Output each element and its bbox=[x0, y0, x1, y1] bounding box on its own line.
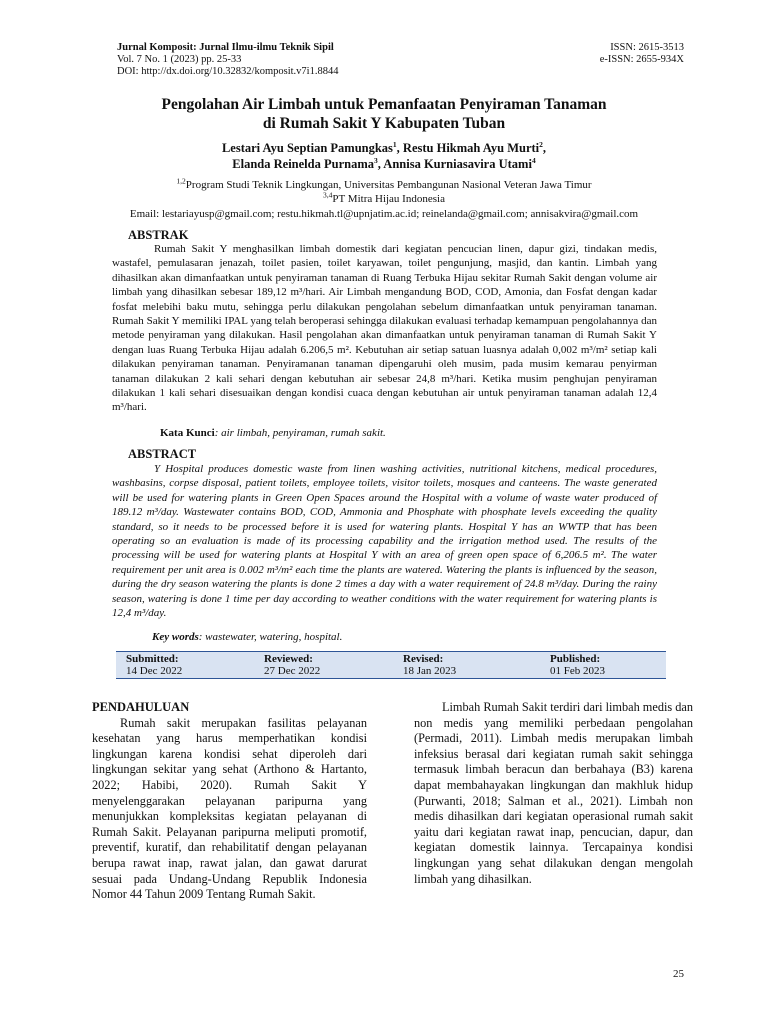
journal-header-right bbox=[600, 42, 684, 66]
body-column-right bbox=[414, 700, 693, 887]
keywords-label: Kata Kunci bbox=[160, 427, 215, 439]
author-2: Restu Hikmah Ayu Murti bbox=[402, 141, 540, 155]
affiliation-2 bbox=[0, 189, 768, 207]
issn: ISSN: 2615-3513 bbox=[610, 42, 684, 53]
date-reviewed bbox=[264, 653, 320, 677]
date-value: 14 Dec 2022 bbox=[126, 665, 183, 677]
affiliation-2-sup: 3,4 bbox=[323, 189, 333, 199]
keywords-text: : air limbah, penyiraman, rumah sakit. bbox=[214, 427, 386, 439]
date-published bbox=[550, 653, 605, 677]
body-paragraph-right: Limbah Rumah Sakit terdiri dari limbah medis dan non medis yang memiliki perbedaan pengolahan (Permadi, 2011). Limbah medis merupakan limbah infeksius berasal dari kegiatan rumah sakit sehingga termasuk limbah beracun dan berbahaya (B3) karena dapat membahayakan lingkungan dan makhluk hidup (Purwanti, 2018; Salman et al., 2021). Limbah non medis dihasilkan dari kegiatan operasional rumah sakit yaitu dari kegiatan rawat inap, pencucian, dapur, dan kegiatan domestik lainnya. Tercapainya kondisi lingkungan yang sehat dilakukan dengan mengolah limbah yang dihasilkan. bbox=[414, 700, 694, 886]
affiliation-2-text: PT Mitra Hijau Indonesia bbox=[332, 192, 445, 205]
abstrak-keywords bbox=[160, 427, 386, 439]
journal-doi: DOI: http://dx.doi.org/10.32832/komposit.v7i1.8844 bbox=[117, 66, 339, 77]
key-words-label: Key words bbox=[152, 631, 199, 643]
title-line-1: Pengolahan Air Limbah untuk Pemanfaatan Penyiraman Tanaman bbox=[161, 96, 607, 113]
paper-title bbox=[0, 95, 768, 133]
affiliation-1-sup: 1,2 bbox=[176, 176, 186, 186]
journal-volume: Vol. 7 No. 1 (2023) pp. 25-33 bbox=[117, 54, 242, 65]
affiliation-1 bbox=[0, 176, 768, 193]
journal-header-left bbox=[117, 42, 338, 78]
author-line-1: Lestari Ayu Septian Pamungkas$^1$, Restu Hikmah Ayu Murti$^2$, bbox=[221, 139, 547, 155]
abstract-heading: ABSTRACT bbox=[128, 447, 197, 461]
submission-dates-bar bbox=[116, 651, 666, 679]
date-value: 01 Feb 2023 bbox=[550, 665, 605, 677]
date-label: Reviewed: bbox=[264, 653, 313, 665]
eissn: e-ISSN: 2655-934X bbox=[599, 54, 684, 65]
date-label: Revised: bbox=[403, 653, 444, 665]
page-number: 25 bbox=[673, 968, 684, 980]
date-label: Published: bbox=[550, 653, 601, 665]
abstract-body bbox=[112, 462, 657, 620]
abstrak-body bbox=[112, 242, 657, 415]
section-heading-pendahuluan: PENDAHULUAN bbox=[92, 700, 190, 714]
affiliations bbox=[0, 176, 768, 206]
title-line-2: di Rumah Sakit Y Kabupaten Tuban bbox=[262, 115, 506, 132]
abstrak-heading: ABSTRAK bbox=[128, 228, 189, 242]
body-paragraph-left: Rumah sakit merupakan fasilitas pelayanan kesehatan yang harus memperhatikan kondisi lingkungan karena kondisi sehat diperoleh dari lingkungan sekitar yang sehat (Arthono & Hartanto, 2022; Habibi, 2020). Rumah Sakit Y menyelenggarakan pelayanan paripurna yang menunjukkan kompleksitas kegiatan pelayanan di Rumah Sakit. Pelayanan paripurna meliputi promotif, preventif, kuratif, dan rehabilitatif dengan pelayanan berupa rawat inap, rawat jalan, dan gawat darurat sesuai pada Undang-Undang Republik Indonesia Nomor 44 Tahun 2009 Tentang Rumah Sakit. bbox=[92, 715, 367, 902]
date-label: Submitted: bbox=[126, 653, 179, 665]
author-3: Elanda Reinelda Purnama bbox=[232, 157, 374, 171]
date-submitted bbox=[126, 653, 182, 677]
journal-name: Jurnal Komposit: Jurnal Ilmu-ilmu Teknik Sipil bbox=[117, 42, 334, 53]
abstract-keywords bbox=[152, 631, 342, 643]
author-3-sup: 3 bbox=[373, 155, 378, 165]
key-words-text: : wastewater, watering, hospital. bbox=[198, 631, 343, 643]
date-value: 27 Dec 2022 bbox=[264, 665, 321, 677]
author-4-sup: 4 bbox=[531, 155, 536, 165]
author-4: Annisa Kurniasavira Utami bbox=[383, 157, 532, 171]
author-2-sup: 2 bbox=[539, 139, 543, 149]
body-column-left bbox=[92, 700, 367, 903]
date-revised bbox=[403, 653, 456, 677]
author-1-sup: 1 bbox=[392, 139, 397, 149]
author-list bbox=[0, 140, 768, 172]
author-emails: Email: lestariayusp@gmail.com; restu.hikmah.tl@upnjatim.ac.id; reinelanda@gmail.com; annisakvira@gmail.com bbox=[129, 208, 639, 220]
author-line-2: Elanda Reinelda Purnama$^3$, Annisa Kurniasavira Utami$^4$ bbox=[232, 155, 536, 171]
affiliation-1-text: Program Studi Teknik Lingkungan, Universitas Pembangunan Nasional Veteran Jawa Timur bbox=[185, 179, 592, 191]
date-value: 18 Jan 2023 bbox=[403, 665, 457, 677]
abstract-text: Y Hospital produces domestic waste from linen washing activities, nutritional kitchens, medical procedures, washbasins, corpse disposal, patient toilets, employee toilets, visitor toilets, mosques and canteens. The waste generated will be used for watering plants in Green Open Spaces around the Hospital with a volume of waste water produced of 189.12 m³/day. Wastewater contains BOD, COD, Ammonia and Phosphate with phosphate levels exceeding the quality standard, so it needs to be processed before it is used for watering plants. Hospital Y has an WWTP that has been operating so an evaluation is made of its processing capability and the irrigation method used. The results of the processing will be used for watering plants at Hospital Y with an area of green open space of 6,206.5 m². The water requirement per unit area is 0.002 m³/m² each time the plants are watered. Watering the plants is influenced by the season, during the dry season watering the plants is done 2 times a day with a water requirement of 24.8 m³/day. During the rainy season, watering is done 1 time per day according to weather conditions with the water requirement for watering plants is 12,4 m³/day. bbox=[112, 463, 657, 620]
abstrak-text: Rumah Sakit Y menghasilkan limbah domestik dari kegiatan pencucian linen, dapur gizi, tindakan medis, wastafel, pemulasaran jenazah, toilet pasien, toilet karyawan, toilet pengunjung, masjid, dan kantin. Limbah yang dihasilkan akan dimanfaatkan untuk penyiraman tanaman di Ruang Terbuka Hijau sekitar Rumah Sakit dengan volume air limbah yang dihasilkan sebesar 189,12 m³/hari. Air Limbah mengandung BOD, COD, Amonia, dan Fosfat dengan kadar fosfat melebihi baku mutu, sehingga perlu dilakukan pengolahan sebelum dimanfaatkan untuk penyiraman tanaman. Rumah Sakit Y memiliki IPAL yang telah beroperasi sehingga dilakukan evaluasi terhadap kemampuan pengolahannya dan metode penyiraman yang dilakukan. Hasil pengolahan akan dimanfaatkan untuk penyiraman tanaman di Rumah Sakit Y dengan luas Ruang Terbuka Hijau adalah 6.206,5 m². Kebutuhan air setiap satuan luasnya adalah 0,002 m³/m² setiap kali dilakukan penyiraman tanaman. Penyiramanan tanaman dipengaruhi oleh musim, pada musim kemarau penyirman tanaman dilakukan 2 kali sehari dengan kebutuhan air sebesar 24,8 m³/hari. Ketika musim penghujan penyiraman dilakukan 1 kali sehari disesuaikan dengan kondisi cuaca dengan kebutuhan air untuk penyiraman tanaman adalah 12,4 m³/hari. bbox=[112, 243, 657, 414]
author-1: Lestari Ayu Septian Pamungkas bbox=[221, 141, 393, 155]
